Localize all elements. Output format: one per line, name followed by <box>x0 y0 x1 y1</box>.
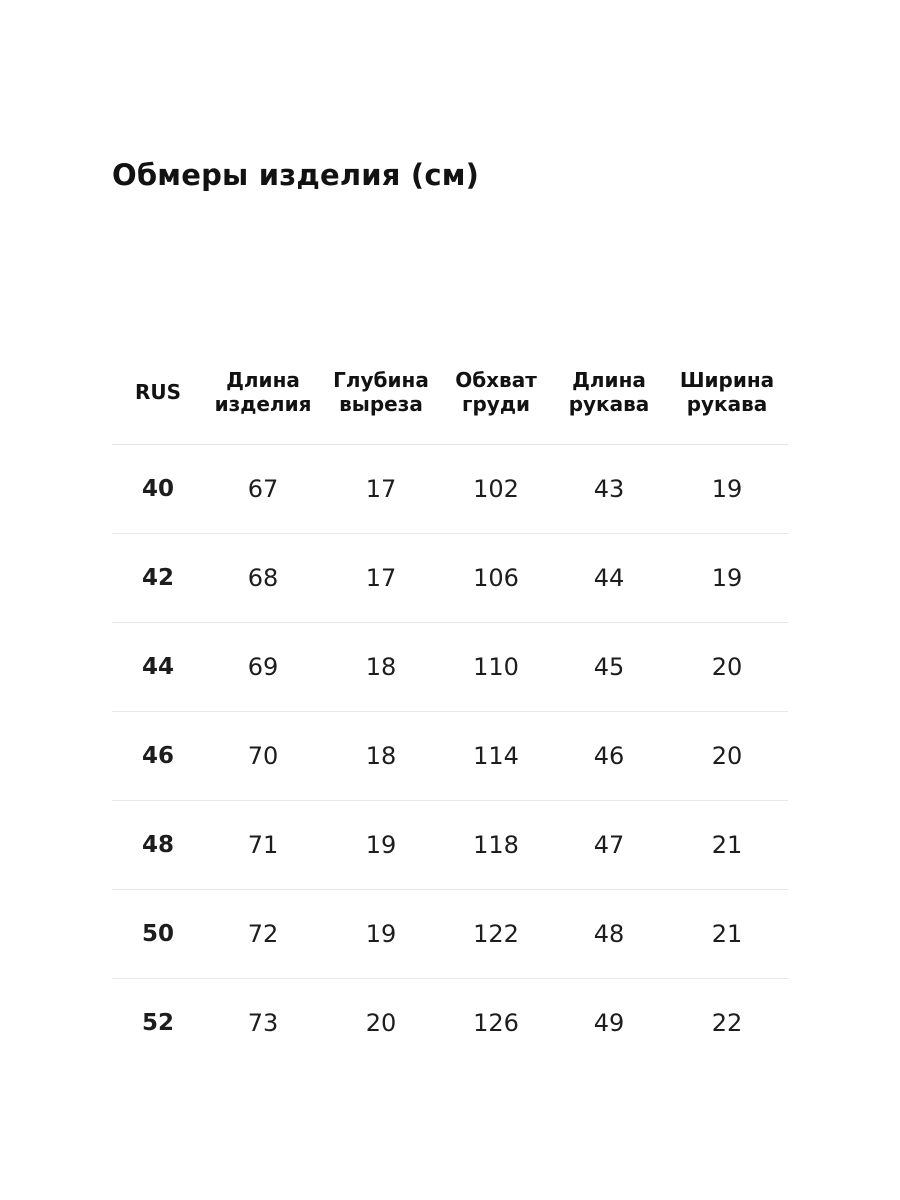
cell-item-length: 72 <box>247 920 279 948</box>
cell-sleeve-width: 21 <box>711 920 743 948</box>
cell-item-length: 73 <box>247 1009 279 1037</box>
cell-sleeve-width: 20 <box>711 653 743 681</box>
cell-neckline-depth: 18 <box>365 653 397 681</box>
table-row <box>112 712 788 801</box>
cell-item-length: 71 <box>247 831 279 859</box>
cell-sleeve-length: 43 <box>593 475 625 503</box>
column-header-sleeve-width-line-1: Ширина <box>679 367 775 392</box>
table-body <box>112 445 788 1068</box>
column-header-item-length-line-2: изделия <box>214 392 312 416</box>
cell-rus: 50 <box>141 921 174 947</box>
cell-sleeve-length: 48 <box>593 920 625 948</box>
column-header-neckline-depth-line-1: Глубина <box>333 367 429 392</box>
cell-neckline-depth: 17 <box>365 564 397 592</box>
cell-item-length: 67 <box>247 475 279 503</box>
cell-chest-girth: 122 <box>473 920 519 948</box>
cell-sleeve-width: 22 <box>711 1009 743 1037</box>
column-header-neckline-depth-line-2: выреза <box>339 392 423 416</box>
table-row <box>112 445 788 534</box>
table-row <box>112 534 788 623</box>
cell-chest-girth: 118 <box>473 831 519 859</box>
cell-neckline-depth: 17 <box>365 475 397 503</box>
cell-chest-girth: 126 <box>473 1009 519 1037</box>
cell-item-length: 70 <box>247 742 279 770</box>
column-header-rus-line-1: RUS <box>134 379 182 404</box>
column-header-chest-girth-line-1: Обхват <box>455 367 537 392</box>
column-header-item-length-line-1: Длина <box>226 367 300 392</box>
column-header-chest-girth <box>440 344 552 445</box>
cell-chest-girth: 110 <box>473 653 519 681</box>
table-row <box>112 801 788 890</box>
cell-sleeve-length: 44 <box>593 564 625 592</box>
cell-sleeve-width: 19 <box>711 475 743 503</box>
cell-rus: 48 <box>141 832 174 858</box>
table-row <box>112 979 788 1068</box>
cell-sleeve-width: 21 <box>711 831 743 859</box>
cell-rus: 52 <box>141 1010 174 1036</box>
cell-neckline-depth: 18 <box>365 742 397 770</box>
column-header-sleeve-length-line-1: Длина <box>572 367 646 392</box>
table-row <box>112 890 788 979</box>
cell-rus: 40 <box>141 476 174 502</box>
cell-rus: 42 <box>141 565 174 591</box>
cell-rus: 46 <box>141 743 174 769</box>
cell-sleeve-width: 20 <box>711 742 743 770</box>
cell-sleeve-length: 46 <box>593 742 625 770</box>
table-header-row <box>112 344 788 445</box>
column-header-sleeve-width-line-2: рукава <box>686 392 768 416</box>
cell-item-length: 68 <box>247 564 279 592</box>
cell-neckline-depth: 19 <box>365 831 397 859</box>
column-header-sleeve-length-line-2: рукава <box>568 392 650 416</box>
measurements-table <box>112 344 788 1067</box>
column-header-chest-girth-line-2: груди <box>462 392 530 416</box>
column-header-neckline-depth <box>322 344 440 445</box>
cell-sleeve-length: 45 <box>593 653 625 681</box>
cell-chest-girth: 114 <box>473 742 519 770</box>
column-header-sleeve-length <box>552 344 666 445</box>
measurements-table-container <box>112 344 788 1067</box>
cell-sleeve-width: 19 <box>711 564 743 592</box>
column-header-sleeve-width <box>666 344 788 445</box>
page-title: Обмеры изделия (см) <box>112 158 480 192</box>
cell-rus: 44 <box>141 654 174 680</box>
column-header-rus <box>112 344 204 445</box>
cell-neckline-depth: 19 <box>365 920 397 948</box>
table-header <box>112 344 788 445</box>
cell-neckline-depth: 20 <box>365 1009 397 1037</box>
column-header-item-length <box>204 344 322 445</box>
table-row <box>112 623 788 712</box>
cell-sleeve-length: 47 <box>593 831 625 859</box>
cell-sleeve-length: 49 <box>593 1009 625 1037</box>
cell-chest-girth: 102 <box>473 475 519 503</box>
cell-chest-girth: 106 <box>473 564 519 592</box>
cell-item-length: 69 <box>247 653 279 681</box>
